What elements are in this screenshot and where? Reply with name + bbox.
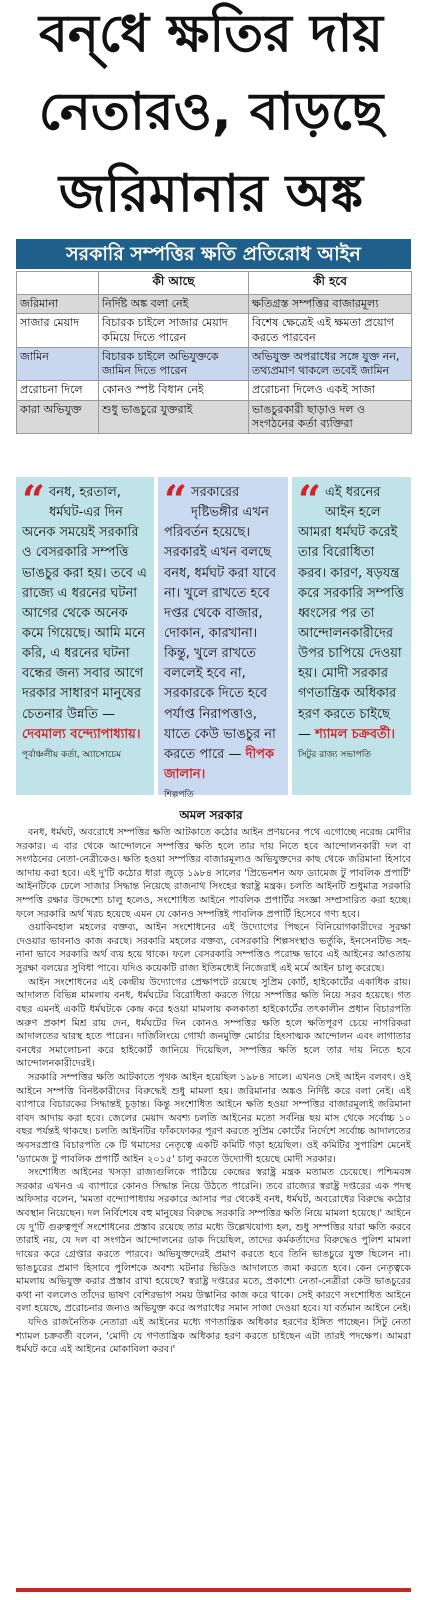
table-header-current: কী আছে: [99, 272, 249, 295]
quote-mark-icon: “: [298, 477, 322, 524]
table-cell: ক্ষতিগ্রস্ত সম্পত্তির বাজারমূল্য: [249, 295, 412, 314]
table-cell: কোনও স্পষ্ট বিধান নেই: [99, 381, 249, 400]
quote-mark-icon: “: [164, 477, 188, 524]
comparison-table: [16, 271, 412, 434]
table-cell: শুধু ভাঙচুরে যুক্তরাই: [99, 400, 249, 434]
quote-box-dipak: [158, 477, 288, 801]
table-cell: জামিন: [17, 347, 99, 381]
quote-author-role: সিটুর রাজ্য সভাপতি: [298, 749, 372, 760]
bottom-rule: [16, 1588, 411, 1592]
table-cell: জরিমানা: [17, 295, 99, 314]
article-paragraph: ওয়াকিবহাল মহলের বক্তব্য, আইন সংশোধনের এই উদ্যোগের পিছনে বিনিয়োগকারীদের সুরক্ষা দেওয়ার ভাবনাও কাজ করছে। সরকারি মহলের বক্তব্য, বেসরকারি শিল্পসংস্থাও ভর্তুকি, ইনসেনটিভ সহ-নানা ভাবে সরকারি অর্থ ব্যয় হয়ে থাকে। ফলে বেসরকারি সম্পত্তিও পরোক্ষ ভাবে এই আইনের আওতায় সুরক্ষা বলয়ের সুবিধা পাবে। যদিও কয়েকটি রাজ্য ইতিমধ্যেই নিজেরাই এই মর্মে আইন চালু করেছে।: [16, 922, 411, 975]
table-row: [17, 314, 412, 348]
table-cell: প্ররোচনা দিলেও একই সাজা: [249, 381, 412, 400]
quote-text: সরকারের দৃষ্টিভঙ্গীর এখন পরিবর্তন হয়েছে। সরকারই এখন বলছে বনধ, ধর্মঘট করা যাবে না। খুলে রাখতে হবে দপ্তর থেকে বাজার, দোকান, কারখানা। কিন্তু, খুলে রাখতে বললেই হবে না, সরকারকে দিতে হবে পর্যাপ্ত নিরাপত্তাও, যাতে কেউ ভাঙচুর না করতে পারে —: [164, 485, 277, 762]
table-cell: বিশেষ ক্ষেত্রেই এই ক্ষমতা প্রয়োগ করতে পারবেন: [249, 314, 412, 348]
article-body: [16, 826, 411, 1357]
quote-author: শ্যামল চক্রবর্তী।: [315, 726, 396, 742]
table-cell: প্ররোচনা দিলে: [17, 381, 99, 400]
table-cell: ভাঙচুরকারী ছাড়াও দল ও সংগঠনের কর্তা ব্যক্তিরা: [249, 400, 412, 434]
headline-line-1: বন্‌ধে ক্ষতির দায়: [38, 4, 384, 64]
quote-author: দেবমাল্য বন্দ্যোপাধ্যায়।: [22, 726, 141, 742]
quote-mark-icon: “: [22, 477, 46, 524]
article-paragraph: সংশোধিত আইনের খসড়া রাজ্যগুলিকে পাঠিয়ে কেন্দ্রের স্বরাষ্ট্র মন্ত্রক মতামত চেয়েছে। পশ্চিমবঙ্গ সরকার এখনও এ ব্যাপারে কোনও সিদ্ধান্ত নিয়ে উঠতে পারেনি। তবে রাজ্যের স্বরাষ্ট্র দপ্তরের এক পদস্থ অফিসার বলেন, 'মমতা বন্দ্যোপাধ্যায় সরকারে আসার পর থেকেই বনধ, ধর্মঘট, অবরোধের বিরুদ্ধে কঠোর অবস্থান নিয়েছেন। দল নির্বিশেষে বহু মানুষের বিরুদ্ধে সরকারি সম্পত্তির ক্ষতি নিয়ে মামলা হয়েছে।' আইনে যে দু'টি গুরুত্বপূর্ণ সংশোধনের প্রস্তাব রয়েছে তার মধ্যে উল্লেখযোগ্য হল, শুধু সম্পত্তির যারা ক্ষতি করবে তারাই নয়, যে দল বা সংগঠন আন্দোলনের ডাক দিয়েছিল, তাদের কর্মকর্তাদের বিরুদ্ধেও পুলিশ মামলা দায়ের করে গ্রেপ্তার করতে পারবে। অভিযুক্তদেরই প্রমাণ করতে হবে তিনি ভাঙচুরে যুক্ত ছিলেন না। ভাঙচুরের প্রমাণ হিসাবে পুলিশকে অবশ্য ঘটনার ভিডিও আদালতে জমা করতে হবে। কেন নেতৃত্বকে মামলায় অভিযুক্ত করার প্রস্তাব রাখা হয়েছে? স্বরাষ্ট্র দপ্তরের মতে, প্রকাশ্যে নেতা-নেত্রীরা কেউ ভাঙচুরের কথা না বললেও তাঁদের ভাষণ বেশিরভাগ সময় উস্কানির কাজ করে থাকে। সেই কারণে সংশোধিত আইনে বলা হয়েছে, প্ররোচনার জন্যও অভিযুক্ত করে অপরাধের সমান সাজা দেওয়া হবে। যা বর্তমান আইনে নেই।: [16, 1167, 412, 1315]
byline: অমল সরকার: [179, 808, 243, 822]
table-row: [17, 347, 412, 381]
table-row: [17, 381, 412, 400]
article-paragraph: যদিও রাজনৈতিক নেতারা এই আইনের মধ্যে গণতান্ত্রিক অধিকার হরণের ইঙ্গিত পাচ্ছেন। সিটু নেতা শ্যামল চক্রবর্তী বলেন, 'মোদী যে গণতান্ত্রিক অধিকার হরণ করতে চাইছেন এটা তারই পদক্ষেপ। আমরা ধর্মঘট করে এই আইনের মোকাবিলা করব।': [16, 1316, 411, 1356]
table-row: [17, 400, 412, 434]
article-paragraph: সরকারি সম্পত্তির ক্ষতি আটকাতে পৃথক আইন হয়েছিল ১৯৮৪ সালে। এখনও সেই আইন বলবৎ। ওই আইনে সম্পত্তি বিনষ্টকারীদের বিরুদ্ধেই শুধু মামলা হয়। জরিমানার অঙ্কও নির্দিষ্ট করে বলা নেই। এই ব্যাপারে বিচারকের সিদ্ধান্তই চূড়ান্ত। কিন্তু সংশোধিত আইনে ক্ষতি হওয়া সম্পত্তির বাজারমূল্যই জরিমানা বাবদ আদায় করা হবে। জেলের মেয়াদ অবশ্য চলতি আইনের মতো সর্বনিম্ন ছয় মাস থেকে সর্বোচ্চ ১০ বছর পর্যন্তই থাকছে। চলতি আইনটির ফাঁকফোকর পূরণ করতে সুপ্রিম কোর্টের নির্দেশে সর্বোচ্চ আদালতের অবসরপ্রাপ্ত বিচারপতি কে টি থমাসের নেতৃত্বে একটি কমিটি গড়া হয়েছিল। ওই কমিটির সুপারিশ মেনেই 'ড্যামেজ টু পাবলিক প্রপার্টি আইন ২০১৫' চালু করতে উদ্যোগী হয়েছে মোদী সরকার।: [16, 1071, 411, 1165]
table-cell: বিচারক চাইলে অভিযুক্তকে জামিন দিতে পারেন: [99, 347, 249, 381]
quote-author-role: পূর্বাঞ্চলীয় কর্তা, অ্যাসোচেম: [22, 749, 122, 760]
table-cell: সাজার মেয়াদ: [17, 314, 99, 348]
article-paragraph: আইন সংশোধনের এই কেন্দ্রীয় উদ্যোগের প্রেক্ষাপটে রয়েছে সুপ্রিম কোর্ট, হাইকোর্টের একাধিক রায়। আদালত বিভিন্ন মামলায় বনধ, ধর্মঘটের বিরোধিতা করতে গিয়ে সম্পত্তির ক্ষতি নিয়ে সরব হয়েছে। গত বছর এমনই একটি ধর্মঘটকে কেন্দ্র করে হওয়া মামলায় কলকাতা হাইকোর্টের তৎকালীন প্রধান বিচারপতি অরুণ প্রকাশ মিশ্র রায় দেন, ধর্মঘটের দিন কোনও সম্পত্তির ক্ষতি হলে ক্ষতিপূরণ চেয়ে নাগরিকরা আদালতের দ্বারস্থ হতে পারেন। দার্জিলিংয়ে গোর্খা জনমুক্তি মোর্চার হিংসাত্মক আন্দোলন এবং লাগাতার বনধের সমালোচনা করে হাইকোর্ট জানিয়ে দিয়েছিল, সম্পত্তির ক্ষতি হলে তার দায় নিতে হবে আন্দোলনকারীদেরই।: [16, 976, 411, 1070]
quote-box-shyamal: [292, 477, 411, 795]
headline-line-2: নেতারও, বাড়ছে: [38, 82, 384, 142]
table-row: [17, 295, 412, 314]
table-cell: বিচারক চাইলে সাজার মেয়াদ কমিয়ে দিতে পারেন: [99, 314, 249, 348]
quote-text: এই ধরনের আইন হলে আমরা ধর্মঘট করেই তার বিরোধিতা করব। কারণ, ষড়যন্ত্র করে সরকারি সম্পত্তি ধ্বংসের পর তা আন্দোলনকারীদের উপর চাপিয়ে দেওয়া হয়। মোদী সরকার গণতান্ত্রিক অধিকার হরণ করতে চাইছে —: [298, 485, 404, 742]
section-banner: সরকারি সম্পত্তির ক্ষতি প্রতিরোধ আইন: [16, 239, 411, 269]
quote-box-debamalya: [16, 477, 154, 795]
table-header-proposed: কী হবে: [249, 272, 412, 295]
quote-author-role: শিল্পপতি: [164, 790, 194, 801]
quote-text: বনধ, হরতাল, ধর্মঘট-এর দিন অনেক সময়েই সরকারি ও বেসরকারি সম্পত্তি ভাঙচুর করা হয়। তবে এ রাজ্যে এ ধরনের ঘটনা আগের থেকে অনেক কমে গিয়েছে। আমি মনে করি, এ ধরনের ঘটনা বন্ধের জন্য সবার আগে দরকার সাধারণ মানুষের চেতনার উন্নতি —: [22, 485, 147, 722]
table-cell: নির্দিষ্ট অঙ্ক বলা নেই: [99, 295, 249, 314]
table-cell: অভিযুক্ত অপরাধের সঙ্গে যুক্ত নন, তথ্যপ্রমাণ থাকলে তবেই জামিন: [249, 347, 412, 381]
table-header-blank: [17, 272, 99, 295]
table-cell: কারা অভিযুক্ত: [17, 400, 99, 434]
article-paragraph: বনধ, ধর্মঘট, অবরোধে সম্পত্তির ক্ষতি আটকাতে কঠোর আইন প্রণয়নের পথে এগোচ্ছে নরেন্দ্র মোদীর সরকার। এ বার থেকে আন্দোলনে সম্পত্তির ক্ষতি হলে তার দায় নিতে হবে আন্দোলনকারী দল বা সংগঠনের নেতা-নেত্রীকেও। ক্ষতি হওয়া সম্পত্তির বাজারমূল্যও অভিযুক্তদের কাছ থেকে জরিমানা হিসাবে আদায় করা হবে। এই দু'টি কঠোর ধারা জুড়ে ১৯৮৪ সালের 'প্রিভেনশন অফ ড্যামেজ টু পাবলিক প্রপার্টি' আইনটিকে ঢেলে সাজার সিদ্ধান্ত নিয়েছে রাজনাথ সিংহের স্বরাষ্ট্র মন্ত্রক। চলতি আইনটি শুধুমাত্র সরকারি সম্পত্তি রক্ষার উদ্দেশ্যে চালু হলেও, সংশোধিত আইনে পাবলিক প্রপার্টির সংজ্ঞা সম্প্রসারিত করা হচ্ছে। ফলে সরকারি অর্থ খরচ হয়েছে এমন যে কোনও সম্পত্তিই পাবলিক প্রপার্টি হিসেবে গণ্য হবে।: [16, 827, 411, 920]
headline-line-3: জরিমানার অঙ্ক: [58, 164, 364, 224]
quote-author: দীপক জালান।: [164, 746, 275, 782]
